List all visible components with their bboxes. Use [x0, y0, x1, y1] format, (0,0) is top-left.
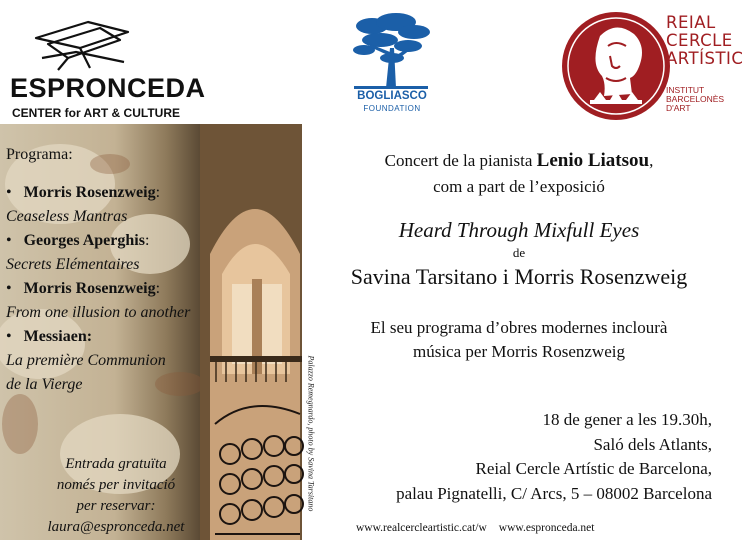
program-work: Secrets Elémentaires [6, 256, 140, 273]
event-details [396, 408, 712, 506]
exhibition-intro: com a part de l’exposició [433, 177, 605, 196]
link-espronceda[interactable]: www.espronceda.net [498, 522, 595, 534]
invitation-note: Entrada gratuïta només per invitació per reservar: laura@espronceda.net [0, 454, 232, 538]
bogliasco-logo [348, 12, 436, 112]
bogliasco-subtitle: FOUNDATION [363, 104, 421, 113]
program-item: • Georges Aperghis: [6, 232, 150, 249]
pine-tree-icon [350, 12, 432, 90]
program-work: From one illusion to another [6, 304, 191, 321]
photo-credit: Palazzo Remegnardo, photo by Savina Tarsitano [306, 355, 316, 512]
program-item: • Morris Rosenzweig: [6, 184, 161, 201]
espronceda-name: ESPRONCEDA [10, 73, 206, 103]
program-work: La première Communion [6, 352, 166, 369]
reial-cercle-institute: INSTITUT BARCELONÈS D'ART [666, 85, 725, 113]
pianist-name: Lenio Liatsou [536, 150, 650, 171]
program-work: Ceaseless Mantras [6, 208, 128, 225]
website-links [356, 522, 595, 534]
event-date: 18 de gener a les 19.30h, [542, 410, 712, 429]
de-label: de [512, 245, 526, 260]
concert-line: Concert de la pianista Lenio Liatsou, [384, 150, 654, 171]
program-work: de la Vierge [6, 376, 83, 393]
exhibition-title: Heard Through Mixfull Eyes [398, 218, 640, 242]
espronceda-subtitle: CENTER for ART & CULTURE [12, 106, 180, 120]
artists: Savina Tarsitano i Morris Rosenzweig [350, 264, 688, 289]
event-address: palau Pignatelli, C/ Arcs, 5 – 08002 Barcelona [396, 483, 712, 503]
event-room: Saló dels Atlants, [593, 434, 712, 454]
program-heading: Programa: [6, 146, 73, 163]
reial-cercle-name: REIAL CERCLE ARTÍSTIC [666, 13, 743, 68]
event-venue: Reial Cercle Artístic de Barcelona, [475, 459, 712, 478]
program-item: • Messiaen: [6, 328, 93, 345]
classical-head-seal-icon [560, 6, 672, 124]
program-list [6, 143, 306, 397]
espronceda-logo [8, 18, 208, 118]
program-description-2: música per Morris Rosenzweig [413, 342, 625, 361]
bogliasco-name: BOGLIASCO [357, 90, 427, 102]
espronceda-mark-icon [28, 18, 138, 78]
reial-cercle-logo [560, 6, 743, 126]
program-description: El seu programa d’obres modernes inclourà [370, 318, 668, 337]
link-reial-cercle[interactable]: www.realcercleartistic.cat/w [356, 522, 487, 534]
reservation-email[interactable]: laura@espronceda.net [47, 519, 185, 535]
program-item: • Morris Rosenzweig: [6, 280, 161, 297]
